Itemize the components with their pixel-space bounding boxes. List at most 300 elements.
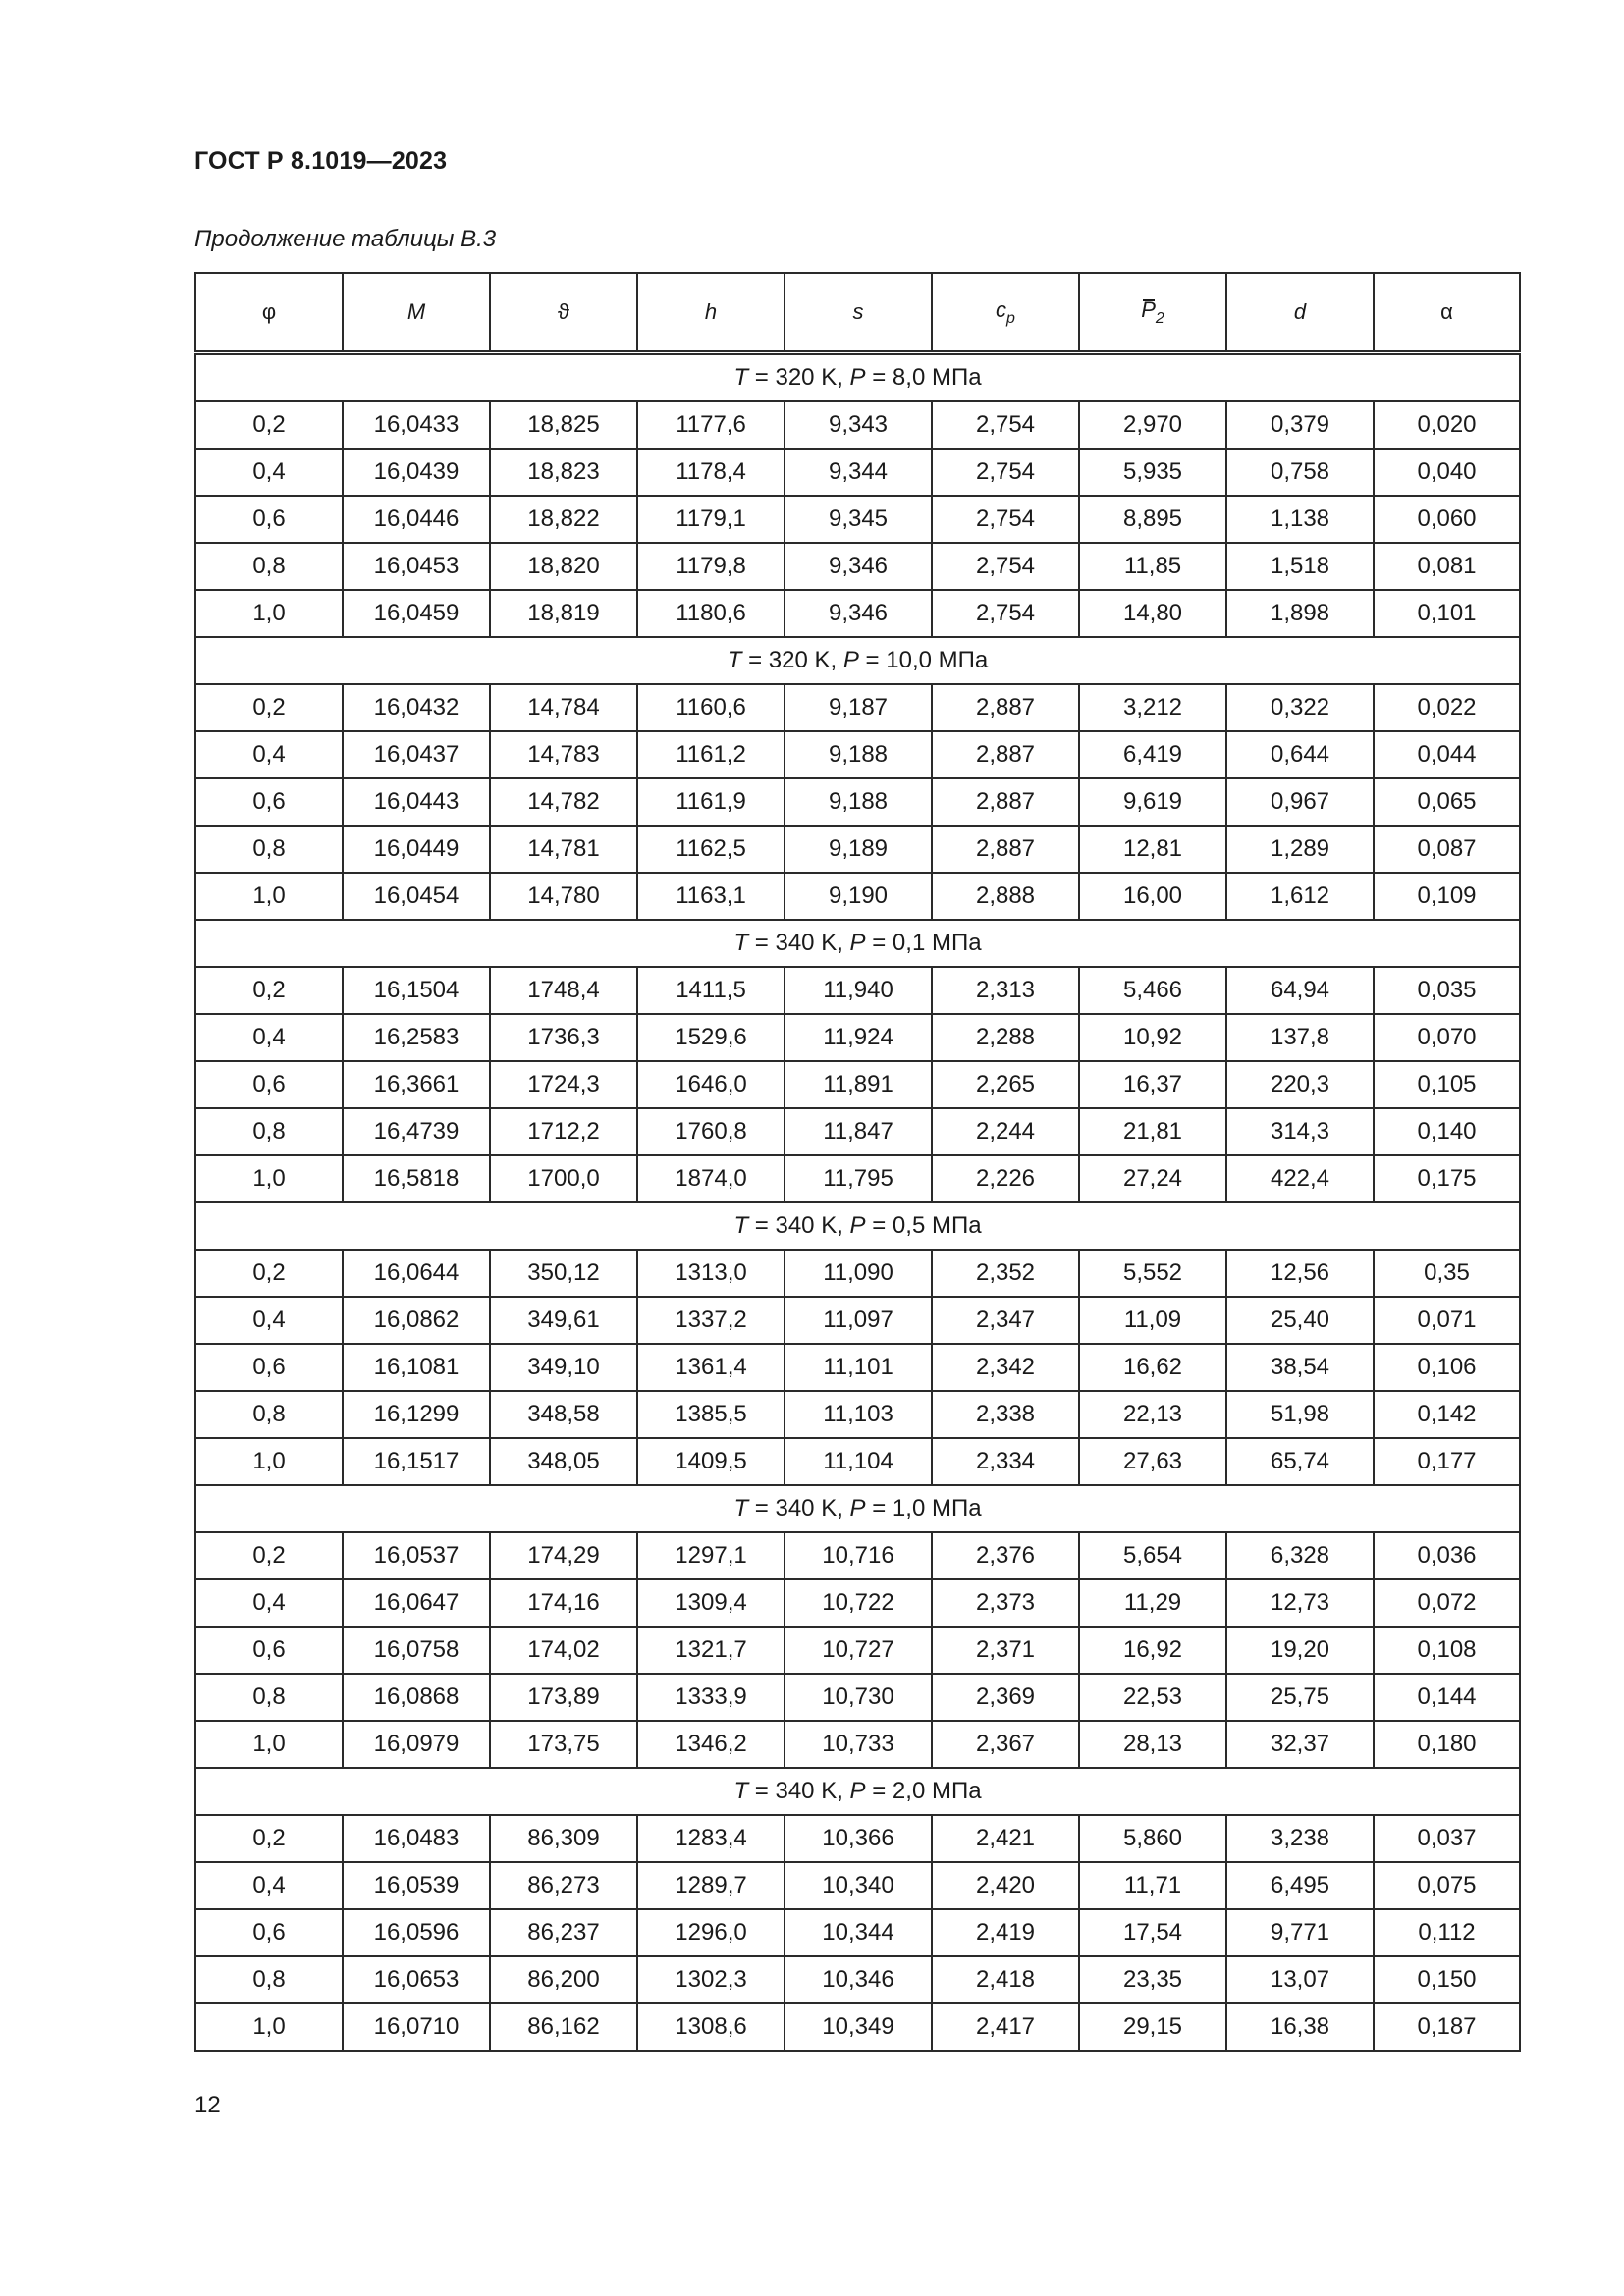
table-cell: 0,175	[1374, 1155, 1520, 1202]
table-cell: 1,612	[1226, 873, 1374, 920]
table-cell: 11,09	[1079, 1297, 1226, 1344]
table-row	[195, 1862, 1520, 1909]
table-row	[195, 826, 1520, 873]
table-cell: 0,6	[195, 1061, 343, 1108]
table-cell: 0,2	[195, 967, 343, 1014]
table-cell: 5,552	[1079, 1250, 1226, 1297]
table-cell: 0,4	[195, 1862, 343, 1909]
table-cell: 0,070	[1374, 1014, 1520, 1061]
data-table	[194, 272, 1521, 2052]
table-row	[195, 1250, 1520, 1297]
table-row	[195, 1532, 1520, 1579]
table-cell: 0,4	[195, 1014, 343, 1061]
table-cell: 0,072	[1374, 1579, 1520, 1627]
table-cell: 16,0979	[343, 1721, 490, 1768]
table-cell: 16,0868	[343, 1674, 490, 1721]
table-row	[195, 1391, 1520, 1438]
section-condition-label: T = 340 K, P = 0,1 МПа	[195, 920, 1520, 967]
table-cell: 6,328	[1226, 1532, 1374, 1579]
table-cell: 1178,4	[637, 449, 785, 496]
table-cell: 12,56	[1226, 1250, 1374, 1297]
table-cell: 32,37	[1226, 1721, 1374, 1768]
table-cell: 86,237	[490, 1909, 637, 1956]
table-cell: 1161,9	[637, 778, 785, 826]
table-cell: 1297,1	[637, 1532, 785, 1579]
table-cell: 11,090	[785, 1250, 932, 1297]
table-cell: 16,00	[1079, 873, 1226, 920]
table-cell: 23,35	[1079, 1956, 1226, 2003]
table-cell: 16,0446	[343, 496, 490, 543]
table-cell: 0,8	[195, 1391, 343, 1438]
table-row	[195, 873, 1520, 920]
table-cell: 12,81	[1079, 826, 1226, 873]
table-cell: 0,6	[195, 1909, 343, 1956]
table-cell: 0,081	[1374, 543, 1520, 590]
table-cell: 0,2	[195, 684, 343, 731]
table-cell: 0,022	[1374, 684, 1520, 731]
table-cell: 2,887	[932, 684, 1079, 731]
table-cell: 1,898	[1226, 590, 1374, 637]
table-cell: 0,065	[1374, 778, 1520, 826]
table-cell: 11,71	[1079, 1862, 1226, 1909]
table-cell: 2,754	[932, 543, 1079, 590]
col-header-alpha: α	[1374, 273, 1520, 353]
table-cell: 16,0437	[343, 731, 490, 778]
table-cell: 1529,6	[637, 1014, 785, 1061]
table-cell: 10,733	[785, 1721, 932, 1768]
table-cell: 10,716	[785, 1532, 932, 1579]
table-cell: 1,0	[195, 1155, 343, 1202]
table-cell: 2,352	[932, 1250, 1079, 1297]
table-cell: 1180,6	[637, 590, 785, 637]
table-cell: 9,189	[785, 826, 932, 873]
table-cell: 0,2	[195, 401, 343, 449]
table-cell: 0,108	[1374, 1627, 1520, 1674]
table-cell: 16,0483	[343, 1815, 490, 1862]
table-body	[195, 353, 1520, 2052]
table-cell: 16,0596	[343, 1909, 490, 1956]
table-cell: 2,754	[932, 449, 1079, 496]
table-cell: 0,112	[1374, 1909, 1520, 1956]
table-cell: 10,92	[1079, 1014, 1226, 1061]
section-condition-label: T = 340 K, P = 1,0 МПа	[195, 1485, 1520, 1532]
table-cell: 1748,4	[490, 967, 637, 1014]
table-cell: 2,754	[932, 496, 1079, 543]
table-cell: 1,289	[1226, 826, 1374, 873]
table-cell: 11,85	[1079, 543, 1226, 590]
table-cell: 0,8	[195, 826, 343, 873]
table-cell: 0,060	[1374, 496, 1520, 543]
table-cell: 86,273	[490, 1862, 637, 1909]
table-cell: 0,35	[1374, 1250, 1520, 1297]
table-cell: 173,75	[490, 1721, 637, 1768]
table-cell: 11,104	[785, 1438, 932, 1485]
table-cell: 2,376	[932, 1532, 1079, 1579]
table-cell: 3,212	[1079, 684, 1226, 731]
table-cell: 1302,3	[637, 1956, 785, 2003]
col-header-theta: ϑ	[490, 273, 637, 353]
table-row	[195, 543, 1520, 590]
table-cell: 10,346	[785, 1956, 932, 2003]
table-cell: 9,771	[1226, 1909, 1374, 1956]
table-cell: 0,2	[195, 1250, 343, 1297]
table-cell: 16,62	[1079, 1344, 1226, 1391]
table-cell: 16,0653	[343, 1956, 490, 2003]
table-cell: 422,4	[1226, 1155, 1374, 1202]
table-cell: 9,346	[785, 543, 932, 590]
table-cell: 1337,2	[637, 1297, 785, 1344]
table-cell: 0,6	[195, 1627, 343, 1674]
table-cell: 0,140	[1374, 1108, 1520, 1155]
table-cell: 9,188	[785, 778, 932, 826]
table-cell: 22,53	[1079, 1674, 1226, 1721]
table-cell: 11,891	[785, 1061, 932, 1108]
table-cell: 1,518	[1226, 543, 1374, 590]
table-cell: 0,037	[1374, 1815, 1520, 1862]
col-header-s: s	[785, 273, 932, 353]
table-cell: 0,087	[1374, 826, 1520, 873]
table-cell: 86,200	[490, 1956, 637, 2003]
table-cell: 174,29	[490, 1532, 637, 1579]
table-cell: 11,103	[785, 1391, 932, 1438]
table-cell: 10,366	[785, 1815, 932, 1862]
table-cell: 16,0432	[343, 684, 490, 731]
table-cell: 21,81	[1079, 1108, 1226, 1155]
section-header-row	[195, 920, 1520, 967]
table-cell: 16,0862	[343, 1297, 490, 1344]
table-row	[195, 1297, 1520, 1344]
table-row	[195, 731, 1520, 778]
table-cell: 11,29	[1079, 1579, 1226, 1627]
table-cell: 1724,3	[490, 1061, 637, 1108]
table-cell: 27,24	[1079, 1155, 1226, 1202]
table-cell: 29,15	[1079, 2003, 1226, 2051]
table-cell: 5,654	[1079, 1532, 1226, 1579]
table-cell: 10,344	[785, 1909, 932, 1956]
table-cell: 22,13	[1079, 1391, 1226, 1438]
table-cell: 5,466	[1079, 967, 1226, 1014]
table-cell: 2,265	[932, 1061, 1079, 1108]
table-cell: 10,340	[785, 1862, 932, 1909]
table-cell: 1283,4	[637, 1815, 785, 1862]
table-cell: 1321,7	[637, 1627, 785, 1674]
table-cell: 2,288	[932, 1014, 1079, 1061]
page-number: 12	[194, 2092, 221, 2118]
table-row	[195, 1815, 1520, 1862]
table-cell: 16,38	[1226, 2003, 1374, 2051]
table-cell: 14,781	[490, 826, 637, 873]
table-cell: 9,346	[785, 590, 932, 637]
table-cell: 1,0	[195, 590, 343, 637]
table-cell: 9,188	[785, 731, 932, 778]
table-cell: 1,138	[1226, 496, 1374, 543]
table-cell: 3,238	[1226, 1815, 1374, 1862]
table-cell: 16,2583	[343, 1014, 490, 1061]
table-cell: 0,036	[1374, 1532, 1520, 1579]
table-cell: 0,758	[1226, 449, 1374, 496]
table-cell: 0,6	[195, 778, 343, 826]
table-cell: 348,05	[490, 1438, 637, 1485]
table-cell: 0,322	[1226, 684, 1374, 731]
table-cell: 2,367	[932, 1721, 1079, 1768]
table-cell: 9,343	[785, 401, 932, 449]
section-condition-label: T = 340 K, P = 0,5 МПа	[195, 1202, 1520, 1250]
table-cell: 18,822	[490, 496, 637, 543]
table-row	[195, 1155, 1520, 1202]
table-cell: 0,379	[1226, 401, 1374, 449]
table-cell: 16,1299	[343, 1391, 490, 1438]
table-cell: 2,754	[932, 401, 1079, 449]
table-cell: 11,847	[785, 1108, 932, 1155]
table-cell: 2,419	[932, 1909, 1079, 1956]
table-cell: 2,887	[932, 826, 1079, 873]
table-row	[195, 1438, 1520, 1485]
table-cell: 16,0539	[343, 1862, 490, 1909]
table-cell: 16,1081	[343, 1344, 490, 1391]
table-cell: 137,8	[1226, 1014, 1374, 1061]
table-cell: 27,63	[1079, 1438, 1226, 1485]
table-cell: 1309,4	[637, 1579, 785, 1627]
table-cell: 2,420	[932, 1862, 1079, 1909]
table-cell: 0,109	[1374, 873, 1520, 920]
table-cell: 10,730	[785, 1674, 932, 1721]
document-title: ГОСТ Р 8.1019—2023	[194, 147, 448, 175]
table-cell: 0,180	[1374, 1721, 1520, 1768]
table-cell: 11,795	[785, 1155, 932, 1202]
table-cell: 14,80	[1079, 590, 1226, 637]
table-cell: 11,924	[785, 1014, 932, 1061]
table-cell: 14,782	[490, 778, 637, 826]
table-row	[195, 449, 1520, 496]
table-cell: 173,89	[490, 1674, 637, 1721]
table-cell: 1736,3	[490, 1014, 637, 1061]
table-cell: 2,313	[932, 967, 1079, 1014]
table-cell: 0,967	[1226, 778, 1374, 826]
table-cell: 2,887	[932, 778, 1079, 826]
table-cell: 1874,0	[637, 1155, 785, 1202]
table-cell: 314,3	[1226, 1108, 1374, 1155]
table-cell: 2,371	[932, 1627, 1079, 1674]
table-cell: 10,727	[785, 1627, 932, 1674]
table-cell: 16,0644	[343, 1250, 490, 1297]
table-cell: 2,418	[932, 1956, 1079, 2003]
table-cell: 2,888	[932, 873, 1079, 920]
table-cell: 16,3661	[343, 1061, 490, 1108]
table-cell: 16,0433	[343, 401, 490, 449]
table-cell: 1712,2	[490, 1108, 637, 1155]
table-cell: 9,345	[785, 496, 932, 543]
section-header-row	[195, 1768, 1520, 1815]
table-cell: 1361,4	[637, 1344, 785, 1391]
table-cell: 18,819	[490, 590, 637, 637]
table-cell: 1,0	[195, 1721, 343, 1768]
col-header-cp: $c_p$	[932, 273, 1079, 353]
table-cell: 19,20	[1226, 1627, 1374, 1674]
table-cell: 0,6	[195, 1344, 343, 1391]
table-cell: 0,8	[195, 1674, 343, 1721]
table-cell: 0,6	[195, 496, 343, 543]
table-cell: 16,1504	[343, 967, 490, 1014]
table-cell: 1296,0	[637, 1909, 785, 1956]
table-cell: 0,020	[1374, 401, 1520, 449]
table-cell: 16,0453	[343, 543, 490, 590]
section-header-row	[195, 637, 1520, 684]
table-row	[195, 1108, 1520, 1155]
table-cell: 0,8	[195, 1108, 343, 1155]
table-cell: 350,12	[490, 1250, 637, 1297]
table-cell: 28,13	[1079, 1721, 1226, 1768]
table-cell: 2,342	[932, 1344, 1079, 1391]
table-cell: 11,097	[785, 1297, 932, 1344]
table-cell: 1308,6	[637, 2003, 785, 2051]
table-cell: 1177,6	[637, 401, 785, 449]
table-cell: 1163,1	[637, 873, 785, 920]
section-condition-label: T = 320 K, P = 8,0 МПа	[195, 353, 1520, 402]
table-cell: 16,92	[1079, 1627, 1226, 1674]
table-cell: 0,071	[1374, 1297, 1520, 1344]
table-cell: 11,940	[785, 967, 932, 1014]
table-row	[195, 1579, 1520, 1627]
table-cell: 0,044	[1374, 731, 1520, 778]
table-cell: 25,40	[1226, 1297, 1374, 1344]
table-cell: 16,1517	[343, 1438, 490, 1485]
table-cell: 1346,2	[637, 1721, 785, 1768]
table-cell: 9,190	[785, 873, 932, 920]
table-row	[195, 2003, 1520, 2051]
table-row	[195, 590, 1520, 637]
table-row	[195, 401, 1520, 449]
table-cell: 1409,5	[637, 1438, 785, 1485]
table-cell: 220,3	[1226, 1061, 1374, 1108]
table-cell: 64,94	[1226, 967, 1374, 1014]
table-cell: 14,780	[490, 873, 637, 920]
table-cell: 16,5818	[343, 1155, 490, 1202]
table-cell: 0,8	[195, 1956, 343, 2003]
table-cell: 0,106	[1374, 1344, 1520, 1391]
table-cell: 0,040	[1374, 449, 1520, 496]
table-cell: 0,144	[1374, 1674, 1520, 1721]
table-cell: 16,0454	[343, 873, 490, 920]
table-cell: 0,101	[1374, 590, 1520, 637]
table-cell: 349,61	[490, 1297, 637, 1344]
table-cell: 65,74	[1226, 1438, 1374, 1485]
table-cell: 16,4739	[343, 1108, 490, 1155]
table-row	[195, 967, 1520, 1014]
table-cell: 8,895	[1079, 496, 1226, 543]
table-cell: 1,0	[195, 873, 343, 920]
col-header-phi: φ	[195, 273, 343, 353]
table-cell: 16,0449	[343, 826, 490, 873]
table-cell: 0,150	[1374, 1956, 1520, 2003]
table-cell: 1313,0	[637, 1250, 785, 1297]
table-cell: 0,187	[1374, 2003, 1520, 2051]
table-cell: 1646,0	[637, 1061, 785, 1108]
table-cell: 2,226	[932, 1155, 1079, 1202]
table-cell: 10,722	[785, 1579, 932, 1627]
table-cell: 1411,5	[637, 967, 785, 1014]
table-cell: 0,142	[1374, 1391, 1520, 1438]
table-cell: 2,369	[932, 1674, 1079, 1721]
table-cell: 2,754	[932, 590, 1079, 637]
table-cell: 0,2	[195, 1815, 343, 1862]
table-cell: 0,644	[1226, 731, 1374, 778]
table-cell: 1333,9	[637, 1674, 785, 1721]
table-cell: 2,347	[932, 1297, 1079, 1344]
table-cell: 16,0758	[343, 1627, 490, 1674]
table-row	[195, 1014, 1520, 1061]
table-cell: 16,37	[1079, 1061, 1226, 1108]
table-cell: 349,10	[490, 1344, 637, 1391]
table-cell: 0,075	[1374, 1862, 1520, 1909]
table-cell: 13,07	[1226, 1956, 1374, 2003]
table-cell: 1,0	[195, 2003, 343, 2051]
table-cell: 1160,6	[637, 684, 785, 731]
table-cell: 174,02	[490, 1627, 637, 1674]
table-cell: 2,334	[932, 1438, 1079, 1485]
table-cell: 38,54	[1226, 1344, 1374, 1391]
table-cell: 18,825	[490, 401, 637, 449]
table-cell: 1289,7	[637, 1862, 785, 1909]
table-cell: 0,4	[195, 1579, 343, 1627]
table-cell: 18,820	[490, 543, 637, 590]
table-row	[195, 684, 1520, 731]
section-condition-label: T = 340 K, P = 2,0 МПа	[195, 1768, 1520, 1815]
table-cell: 11,101	[785, 1344, 932, 1391]
table-cell: 1700,0	[490, 1155, 637, 1202]
table-row	[195, 1909, 1520, 1956]
table-cell: 14,783	[490, 731, 637, 778]
table-cell: 0,105	[1374, 1061, 1520, 1108]
table-cell: 17,54	[1079, 1909, 1226, 1956]
table-cell: 2,373	[932, 1579, 1079, 1627]
table-cell: 25,75	[1226, 1674, 1374, 1721]
table-cell: 51,98	[1226, 1391, 1374, 1438]
table-cell: 2,887	[932, 731, 1079, 778]
table-cell: 10,349	[785, 2003, 932, 2051]
table-cell: 0,177	[1374, 1438, 1520, 1485]
col-header-M: M	[343, 273, 490, 353]
table-cell: 14,784	[490, 684, 637, 731]
table-row	[195, 1627, 1520, 1674]
table-cell: 16,0439	[343, 449, 490, 496]
table-row	[195, 496, 1520, 543]
header-row	[195, 273, 1520, 353]
table-cell: 86,309	[490, 1815, 637, 1862]
table-caption: Продолжение таблицы В.3	[194, 226, 497, 252]
section-header-row	[195, 1485, 1520, 1532]
table-cell: 1161,2	[637, 731, 785, 778]
section-condition-label: T = 320 K, P = 10,0 МПа	[195, 637, 1520, 684]
table-cell: 0,4	[195, 1297, 343, 1344]
table-cell: 1760,8	[637, 1108, 785, 1155]
table-cell: 6,495	[1226, 1862, 1374, 1909]
table-cell: 12,73	[1226, 1579, 1374, 1627]
table-cell: 1385,5	[637, 1391, 785, 1438]
table-cell: 16,0443	[343, 778, 490, 826]
table-row	[195, 1721, 1520, 1768]
table-cell: 348,58	[490, 1391, 637, 1438]
table-cell: 2,970	[1079, 401, 1226, 449]
table-cell: 1179,1	[637, 496, 785, 543]
col-header-p2: $P_2$	[1079, 273, 1226, 353]
table-cell: 1162,5	[637, 826, 785, 873]
table-row	[195, 1674, 1520, 1721]
table-cell: 16,0710	[343, 2003, 490, 2051]
table-cell: 9,619	[1079, 778, 1226, 826]
table-cell: 0,4	[195, 731, 343, 778]
table-cell: 2,244	[932, 1108, 1079, 1155]
table-cell: 0,8	[195, 543, 343, 590]
